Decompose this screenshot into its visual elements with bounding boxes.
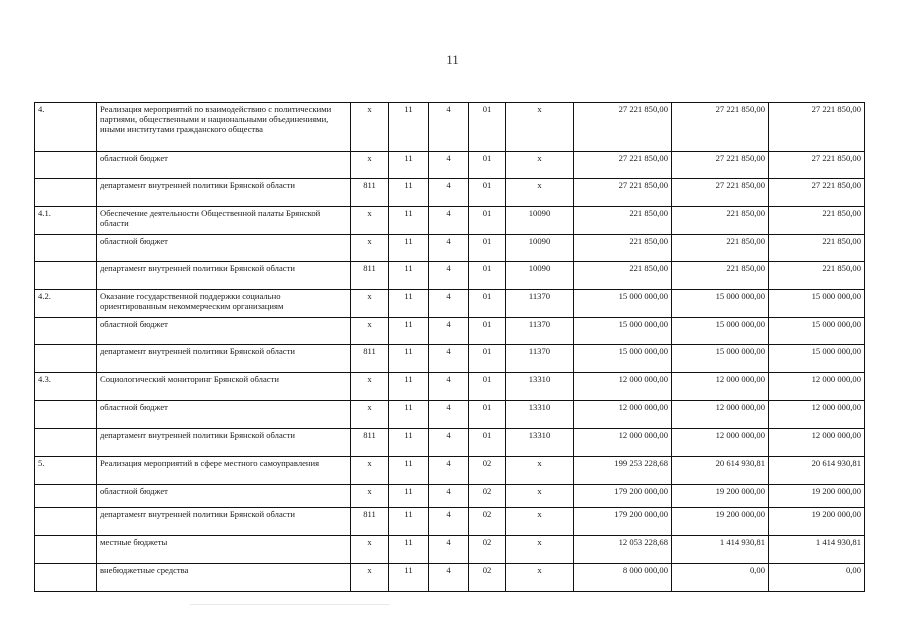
row-amount-2: 27 221 850,00 <box>672 152 769 179</box>
row-code-program: 11 <box>389 152 429 179</box>
row-amount-1: 27 221 850,00 <box>574 179 672 207</box>
row-amount-3: 1 414 930,81 <box>769 536 865 564</box>
row-code-event: 02 <box>469 564 506 592</box>
table-row <box>35 373 865 401</box>
row-amount-1: 179 200 000,00 <box>574 485 672 508</box>
row-code-program: 11 <box>389 401 429 429</box>
row-code-subprogram: 4 <box>429 262 469 290</box>
row-number <box>35 536 97 564</box>
row-name: областной бюджет <box>97 318 351 345</box>
row-code-subprogram: 4 <box>429 564 469 592</box>
table-row <box>35 207 865 235</box>
row-code-subprogram: 4 <box>429 318 469 345</box>
row-amount-1: 27 221 850,00 <box>574 103 672 152</box>
row-name: областной бюджет <box>97 485 351 508</box>
row-code-admin: х <box>351 457 389 485</box>
row-number <box>35 401 97 429</box>
row-code-admin: х <box>351 401 389 429</box>
row-amount-1: 27 221 850,00 <box>574 152 672 179</box>
row-code-subprogram: 4 <box>429 401 469 429</box>
row-amount-3: 221 850,00 <box>769 235 865 262</box>
row-code-program: 11 <box>389 564 429 592</box>
row-code-subprogram: 4 <box>429 207 469 235</box>
row-number <box>35 318 97 345</box>
row-code-program: 11 <box>389 103 429 152</box>
table-row <box>35 564 865 592</box>
row-code-direction: х <box>506 179 574 207</box>
row-code-subprogram: 4 <box>429 536 469 564</box>
row-code-direction: 13310 <box>506 401 574 429</box>
row-amount-1: 12 053 228,68 <box>574 536 672 564</box>
row-name: областной бюджет <box>97 235 351 262</box>
row-amount-3: 12 000 000,00 <box>769 401 865 429</box>
row-code-event: 02 <box>469 485 506 508</box>
row-code-event: 01 <box>469 401 506 429</box>
row-code-event: 01 <box>469 207 506 235</box>
row-amount-1: 12 000 000,00 <box>574 373 672 401</box>
table-row <box>35 318 865 345</box>
row-amount-1: 221 850,00 <box>574 235 672 262</box>
row-code-program: 11 <box>389 179 429 207</box>
page-number: 11 <box>446 52 459 67</box>
row-amount-3: 19 200 000,00 <box>769 485 865 508</box>
row-amount-2: 0,00 <box>672 564 769 592</box>
table-row <box>35 262 865 290</box>
row-code-event: 01 <box>469 103 506 152</box>
budget-table-body <box>35 103 865 592</box>
row-name: департамент внутренней политики Брянской области <box>97 508 351 536</box>
row-number <box>35 345 97 373</box>
row-code-subprogram: 4 <box>429 179 469 207</box>
row-amount-2: 221 850,00 <box>672 207 769 235</box>
row-code-event: 02 <box>469 508 506 536</box>
row-code-program: 11 <box>389 485 429 508</box>
row-code-subprogram: 4 <box>429 429 469 457</box>
row-code-program: 11 <box>389 429 429 457</box>
table-row <box>35 152 865 179</box>
row-code-direction: х <box>506 485 574 508</box>
row-code-direction: 11370 <box>506 318 574 345</box>
row-code-direction: 10090 <box>506 235 574 262</box>
row-code-subprogram: 4 <box>429 457 469 485</box>
row-number <box>35 235 97 262</box>
row-name: Реализация мероприятий в сфере местного самоуправления <box>97 457 351 485</box>
row-amount-1: 179 200 000,00 <box>574 508 672 536</box>
row-amount-2: 12 000 000,00 <box>672 401 769 429</box>
row-name: департамент внутренней политики Брянской области <box>97 429 351 457</box>
table-row <box>35 485 865 508</box>
row-amount-2: 27 221 850,00 <box>672 103 769 152</box>
row-amount-3: 15 000 000,00 <box>769 318 865 345</box>
row-name: департамент внутренней политики Брянской области <box>97 262 351 290</box>
table-row <box>35 345 865 373</box>
row-code-admin: 811 <box>351 508 389 536</box>
row-number: 4.2. <box>35 290 97 318</box>
row-amount-3: 27 221 850,00 <box>769 179 865 207</box>
table-row <box>35 179 865 207</box>
row-code-event: 01 <box>469 152 506 179</box>
row-code-program: 11 <box>389 262 429 290</box>
row-code-direction: х <box>506 536 574 564</box>
row-name: Обеспечение деятельности Общественной палаты Брянской области <box>97 207 351 235</box>
table-row <box>35 457 865 485</box>
row-number <box>35 564 97 592</box>
row-code-direction: 11370 <box>506 290 574 318</box>
row-amount-1: 221 850,00 <box>574 207 672 235</box>
row-number: 4.3. <box>35 373 97 401</box>
row-code-admin: х <box>351 373 389 401</box>
row-amount-3: 221 850,00 <box>769 262 865 290</box>
row-code-direction: 10090 <box>506 262 574 290</box>
row-code-event: 02 <box>469 536 506 564</box>
row-name: Социологический мониторинг Брянской области <box>97 373 351 401</box>
row-number <box>35 262 97 290</box>
row-code-direction: 13310 <box>506 429 574 457</box>
row-number: 4.1. <box>35 207 97 235</box>
row-number <box>35 152 97 179</box>
row-code-subprogram: 4 <box>429 152 469 179</box>
row-amount-3: 221 850,00 <box>769 207 865 235</box>
row-code-program: 11 <box>389 207 429 235</box>
row-amount-2: 15 000 000,00 <box>672 318 769 345</box>
row-amount-2: 27 221 850,00 <box>672 179 769 207</box>
row-code-program: 11 <box>389 508 429 536</box>
row-code-direction: 10090 <box>506 207 574 235</box>
row-code-program: 11 <box>389 536 429 564</box>
row-code-program: 11 <box>389 318 429 345</box>
row-code-event: 01 <box>469 235 506 262</box>
row-amount-3: 19 200 000,00 <box>769 508 865 536</box>
row-amount-2: 20 614 930,81 <box>672 457 769 485</box>
row-name: департамент внутренней политики Брянской области <box>97 345 351 373</box>
row-code-admin: 811 <box>351 262 389 290</box>
row-code-event: 01 <box>469 373 506 401</box>
row-code-subprogram: 4 <box>429 508 469 536</box>
row-number <box>35 485 97 508</box>
row-code-event: 01 <box>469 429 506 457</box>
row-amount-1: 15 000 000,00 <box>574 345 672 373</box>
row-code-admin: х <box>351 152 389 179</box>
row-amount-3: 20 614 930,81 <box>769 457 865 485</box>
row-amount-2: 19 200 000,00 <box>672 485 769 508</box>
row-number <box>35 508 97 536</box>
row-code-admin: х <box>351 235 389 262</box>
row-amount-2: 15 000 000,00 <box>672 290 769 318</box>
row-number: 4. <box>35 103 97 152</box>
row-amount-2: 221 850,00 <box>672 235 769 262</box>
row-code-admin: х <box>351 485 389 508</box>
scan-artifact-line <box>190 604 390 605</box>
row-amount-3: 12 000 000,00 <box>769 373 865 401</box>
row-code-program: 11 <box>389 457 429 485</box>
row-code-direction: х <box>506 564 574 592</box>
row-name: областной бюджет <box>97 152 351 179</box>
row-name: областной бюджет <box>97 401 351 429</box>
row-code-program: 11 <box>389 345 429 373</box>
row-code-direction: х <box>506 457 574 485</box>
table-row <box>35 429 865 457</box>
row-code-event: 01 <box>469 179 506 207</box>
row-code-event: 01 <box>469 345 506 373</box>
row-code-admin: х <box>351 564 389 592</box>
row-amount-1: 15 000 000,00 <box>574 318 672 345</box>
row-code-admin: 811 <box>351 179 389 207</box>
row-amount-3: 27 221 850,00 <box>769 103 865 152</box>
row-amount-3: 27 221 850,00 <box>769 152 865 179</box>
row-code-direction: х <box>506 508 574 536</box>
row-code-direction: х <box>506 103 574 152</box>
row-code-event: 01 <box>469 318 506 345</box>
row-code-program: 11 <box>389 373 429 401</box>
row-amount-3: 15 000 000,00 <box>769 290 865 318</box>
row-name: местные бюджеты <box>97 536 351 564</box>
row-code-admin: х <box>351 290 389 318</box>
table-row <box>35 536 865 564</box>
row-code-program: 11 <box>389 290 429 318</box>
table-row <box>35 401 865 429</box>
row-code-subprogram: 4 <box>429 345 469 373</box>
row-amount-2: 12 000 000,00 <box>672 373 769 401</box>
row-code-admin: х <box>351 318 389 345</box>
table-row <box>35 103 865 152</box>
row-code-admin: 811 <box>351 429 389 457</box>
row-code-admin: х <box>351 207 389 235</box>
row-amount-2: 12 000 000,00 <box>672 429 769 457</box>
row-code-subprogram: 4 <box>429 235 469 262</box>
row-number <box>35 179 97 207</box>
row-amount-2: 221 850,00 <box>672 262 769 290</box>
row-amount-1: 15 000 000,00 <box>574 290 672 318</box>
row-amount-1: 12 000 000,00 <box>574 429 672 457</box>
row-code-subprogram: 4 <box>429 485 469 508</box>
row-name: Реализация мероприятий по взаимодействию с политическими партиями, общественными и национальными объединениями, иными институтами гражданского общества <box>97 103 351 152</box>
row-name: департамент внутренней политики Брянской области <box>97 179 351 207</box>
row-amount-1: 8 000 000,00 <box>574 564 672 592</box>
row-number <box>35 429 97 457</box>
row-number: 5. <box>35 457 97 485</box>
row-code-subprogram: 4 <box>429 290 469 318</box>
row-amount-1: 199 253 228,68 <box>574 457 672 485</box>
row-code-admin: х <box>351 536 389 564</box>
table-row <box>35 235 865 262</box>
row-amount-1: 221 850,00 <box>574 262 672 290</box>
row-code-admin: 811 <box>351 345 389 373</box>
row-code-program: 11 <box>389 235 429 262</box>
row-amount-2: 19 200 000,00 <box>672 508 769 536</box>
row-amount-2: 1 414 930,81 <box>672 536 769 564</box>
row-amount-3: 12 000 000,00 <box>769 429 865 457</box>
row-amount-3: 0,00 <box>769 564 865 592</box>
row-code-subprogram: 4 <box>429 373 469 401</box>
row-name: внебюджетные средства <box>97 564 351 592</box>
budget-table <box>34 102 865 592</box>
table-row <box>35 508 865 536</box>
row-code-event: 02 <box>469 457 506 485</box>
row-code-subprogram: 4 <box>429 103 469 152</box>
row-amount-1: 12 000 000,00 <box>574 401 672 429</box>
row-code-direction: 13310 <box>506 373 574 401</box>
table-row <box>35 290 865 318</box>
row-code-direction: х <box>506 152 574 179</box>
row-code-event: 01 <box>469 290 506 318</box>
row-code-admin: х <box>351 103 389 152</box>
row-amount-2: 15 000 000,00 <box>672 345 769 373</box>
row-code-event: 01 <box>469 262 506 290</box>
row-name: Оказание государственной поддержки социально ориентированным некоммерческим организациям <box>97 290 351 318</box>
row-amount-3: 15 000 000,00 <box>769 345 865 373</box>
row-code-direction: 11370 <box>506 345 574 373</box>
